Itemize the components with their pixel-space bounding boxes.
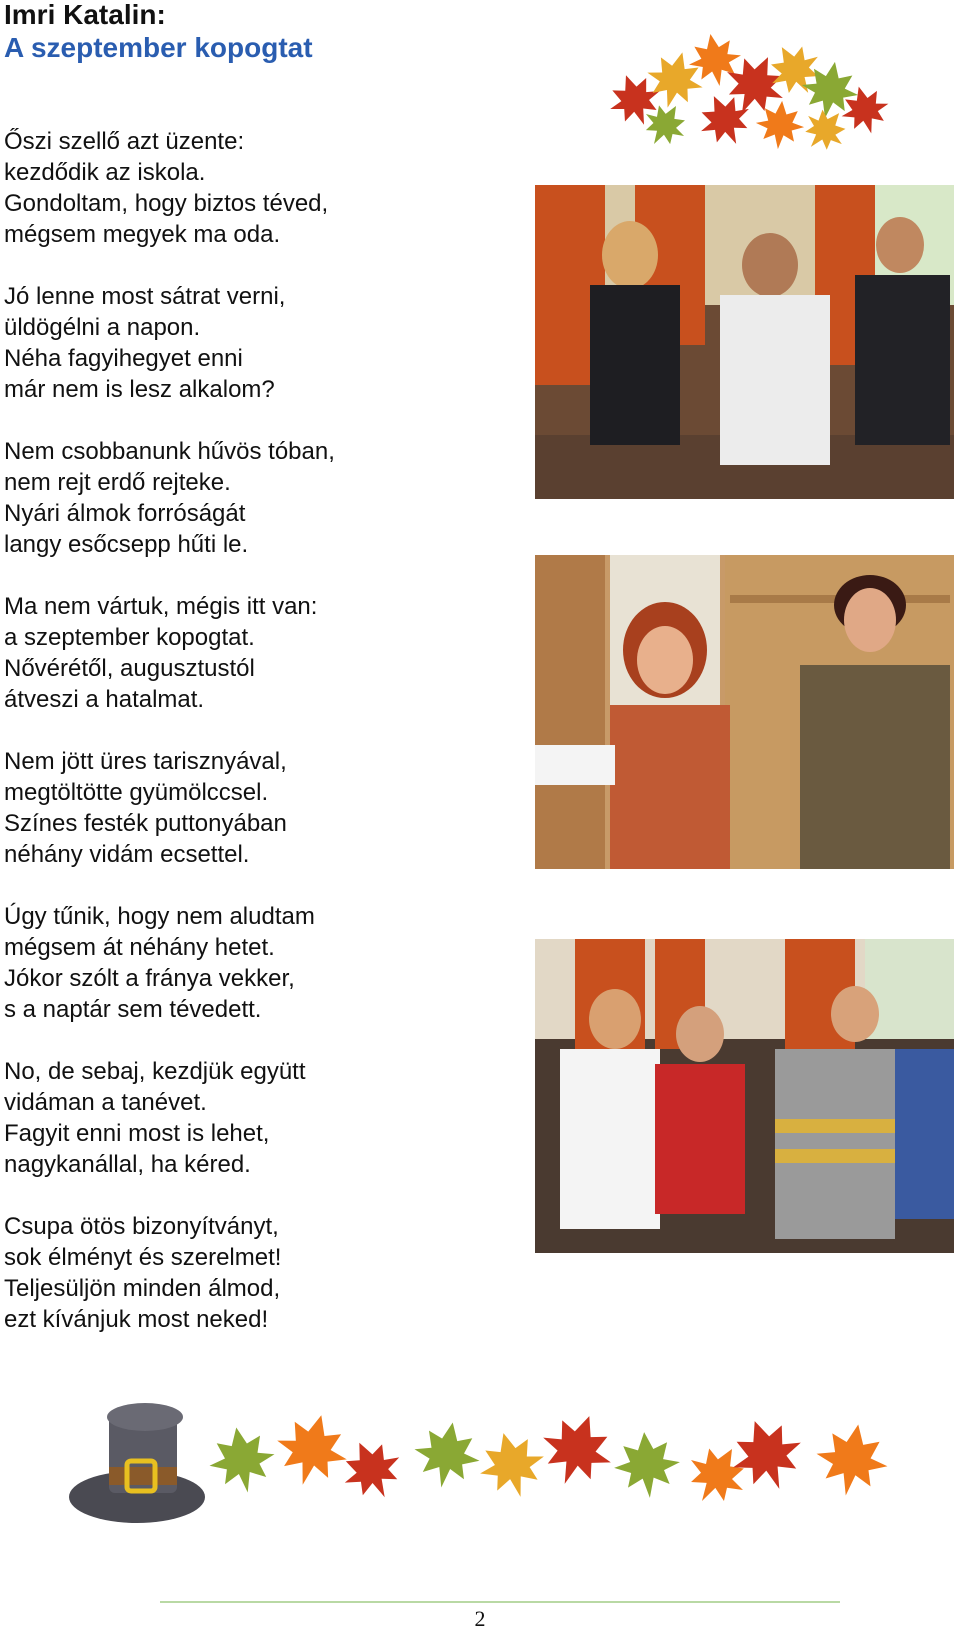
poem-line: langy esőcsepp hűti le. (4, 531, 249, 558)
stanza (4, 436, 504, 560)
poem-line: sok élményt és szerelmet! (4, 1244, 282, 1271)
autumn-leaves-decoration (605, 30, 895, 160)
photo-students-standing (535, 185, 954, 499)
poem-title: A szeptember kopogtat (4, 32, 313, 63)
stanza (4, 901, 504, 1025)
poem-line: a szeptember kopogtat. (4, 624, 255, 651)
poem-line: Nyári álmok forróságát (4, 500, 246, 527)
poem-line: Teljesüljön minden álmod, (4, 1275, 281, 1302)
poem-line: Néha fagyihegyet enni (4, 345, 243, 372)
author-name: Imri Katalin: (4, 0, 166, 30)
poem-line: kezdődik az iskola. (4, 159, 206, 186)
poem-line: megtöltötte gyümölccsel. (4, 779, 269, 806)
stanza (4, 746, 504, 870)
poem-line: vidáman a tanévet. (4, 1089, 207, 1116)
stanza (4, 1211, 504, 1335)
poem-line: Fagyit enni most is lehet, (4, 1120, 270, 1147)
photo-group (535, 939, 954, 1253)
pilgrim-hat-icon (69, 1403, 205, 1523)
stanza (4, 281, 504, 405)
poem-line: Gondoltam, hogy biztos téved, (4, 190, 329, 217)
poem-line: Jó lenne most sátrat verni, (4, 283, 286, 310)
poem-line: Nővérétől, augusztustól (4, 655, 255, 682)
poem-line: mégsem át néhány hetet. (4, 934, 275, 961)
poem-line: Nem jött üres tarisznyával, (4, 748, 287, 775)
poem-line: Őszi szellő azt üzente: (4, 128, 245, 155)
autumn-banner-decoration (67, 1385, 939, 1535)
poem-line: átveszi a hatalmat. (4, 686, 205, 713)
poem-line: nagykanállal, ha kéred. (4, 1151, 251, 1178)
stanza (4, 126, 504, 250)
poem-body (4, 126, 504, 1366)
poem-line: néhány vidám ecsettel. (4, 841, 250, 868)
stanza (4, 1056, 504, 1180)
poem-line: már nem is lesz alkalom? (4, 376, 275, 403)
poem-line: ezt kívánjuk most neked! (4, 1306, 269, 1333)
poem-line: Jókor szólt a fránya vekker, (4, 965, 295, 992)
page-number: 2 (474, 1606, 486, 1631)
poem-line: üldögélni a napon. (4, 314, 201, 341)
leaf-icon (204, 1404, 894, 1516)
poem-line: s a naptár sem tévedett. (4, 996, 262, 1023)
poem-line: Csupa ötös bizonyítványt, (4, 1213, 279, 1240)
footer-divider (160, 1601, 840, 1603)
poem-line: Ma nem vártuk, mégis itt van: (4, 593, 318, 620)
poem-line: nem rejt erdő rejteke. (4, 469, 231, 496)
poem-line: Színes festék puttonyában (4, 810, 287, 837)
stanza (4, 591, 504, 715)
leaf-icon (605, 30, 895, 160)
poem-line: Nem csobbanunk hűvös tóban, (4, 438, 335, 465)
poem-line: No, de sebaj, kezdjük együtt (4, 1058, 306, 1085)
poem-line: Úgy tűnik, hogy nem aludtam (4, 903, 315, 930)
poem-line: mégsem megyek ma oda. (4, 221, 281, 248)
photo-women-speaking (535, 555, 954, 869)
